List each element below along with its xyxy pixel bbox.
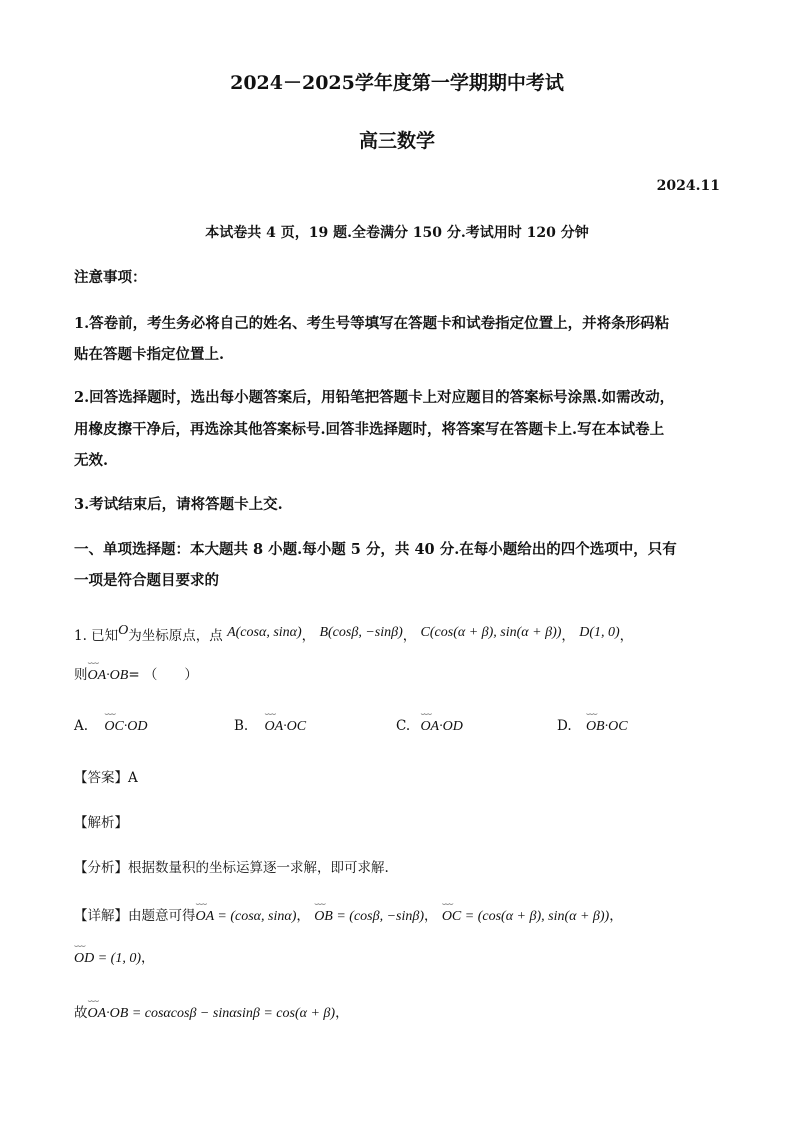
exam-info: 本试卷共 4 页，19 题.全卷满分 150 分.考试用时 120 分钟: [205, 225, 589, 241]
answer-line: [74, 766, 138, 786]
ask-expression: ⌣⌣⌣ OA·OB: [88, 668, 129, 684]
answer-value: A: [128, 770, 138, 786]
subject-title: 高三数学: [358, 130, 435, 152]
option-b-expr: ⌣⌣⌣ OA·OC: [265, 719, 307, 735]
detail-eq-od: ⌣⌣⌣ OD = (1, 0): [74, 951, 141, 967]
question-1-ask: [74, 663, 198, 684]
note-2-line-3: 无效.: [74, 452, 109, 469]
option-c-expr: ⌣⌣⌣ OA·OD: [420, 719, 462, 735]
separator: ，: [296, 908, 310, 924]
option-a-label: A.: [74, 718, 89, 734]
answer-label: 【答案】: [74, 770, 128, 786]
origin-symbol: O: [118, 623, 129, 638]
detail-eq-oc: ⌣⌣⌣ OC = (cos(α + β), sin(α + β)): [442, 909, 609, 925]
question-1-mid: 为坐标原点，点: [128, 628, 223, 644]
note-2-line-2: 用橡皮擦干净后，再选涂其他答案标号.回答非选择题时，将答案写在答题卡上.写在本试卷上: [74, 421, 665, 438]
question-1-prefix: 1. 已知: [74, 628, 119, 644]
notes-heading: 注意事项：: [74, 269, 147, 286]
option-c-label: C.: [396, 718, 411, 734]
separator: ，: [609, 908, 623, 924]
point-c: C(cos(α + β), sin(α + β)): [420, 625, 562, 640]
detail-line: [74, 904, 623, 925]
detail-label: 【详解】: [74, 908, 128, 924]
question-1-then: 则: [74, 667, 88, 683]
option-b[interactable]: [234, 718, 306, 735]
final-prefix: 故: [74, 1005, 88, 1021]
option-d-label: D.: [557, 718, 572, 734]
separator: ，: [301, 628, 316, 644]
point-b: B(cosβ, −sinβ): [319, 625, 403, 640]
final-line: [74, 1001, 349, 1022]
fenxi-text: 根据数量积的坐标运算逐一求解，即可求解.: [128, 860, 389, 876]
exam-date: 2024.11: [656, 178, 720, 194]
final-tail: ，: [335, 1005, 349, 1021]
option-d-expr: ⌣⌣⌣ OB·OC: [586, 719, 628, 735]
exam-title: 2024－2025学年度第一学期期中考试: [230, 72, 564, 94]
note-2-line-1: 2.回答选择题时，选出每小题答案后，用铅笔把答题卡上对应题目的答案标号涂黑.如需改动，: [74, 389, 675, 406]
detail-eq-ob: ⌣⌣⌣ OB = (cosβ, −sinβ): [314, 909, 424, 925]
separator: ，: [402, 628, 417, 644]
point-d: D(1, 0): [579, 625, 620, 640]
ask-tail: = （ ）: [128, 667, 198, 683]
separator: ，: [141, 950, 155, 966]
option-b-label: B.: [234, 718, 249, 734]
fenxi-line: [74, 856, 389, 876]
option-a[interactable]: [74, 718, 148, 735]
separator: ，: [561, 628, 575, 644]
final-equation: ⌣⌣⌣ OA·OB = cosαcosβ − sinαsinβ = cos(α + β): [88, 1006, 336, 1022]
separator: ，: [619, 628, 634, 644]
option-d[interactable]: [557, 718, 628, 735]
analysis-label: 【解析】: [74, 815, 128, 831]
detail-intro: 由题意可得: [128, 908, 196, 924]
detail-eq-oa: ⌣⌣⌣ OA = (cosα, sinα): [196, 909, 297, 925]
section-1-heading-line-2: 一项是符合题目要求的: [74, 572, 219, 589]
section-1-heading-line-1: 一、单项选择题：本大题共 8 小题.每小题 5 分，共 40 分.在每小题给出的四个选项中，只有: [74, 541, 677, 558]
note-1-line-2: 贴在答题卡指定位置上.: [74, 346, 225, 363]
option-c[interactable]: [396, 718, 463, 735]
option-a-expr: ⌣⌣⌣ OC·OD: [104, 719, 147, 735]
question-1-stem: [74, 624, 633, 645]
detail-line-2: [74, 946, 155, 967]
point-a: A(cosα, sinα): [227, 625, 302, 640]
separator: ，: [424, 908, 438, 924]
fenxi-label: 【分析】: [74, 860, 128, 876]
note-3: 3.考试结束后，请将答题卡上交.: [74, 496, 283, 513]
note-1-line-1: 1.答卷前，考生务必将自己的姓名、考生号等填写在答题卡和试卷指定位置上，并将条形码粘: [74, 315, 670, 332]
